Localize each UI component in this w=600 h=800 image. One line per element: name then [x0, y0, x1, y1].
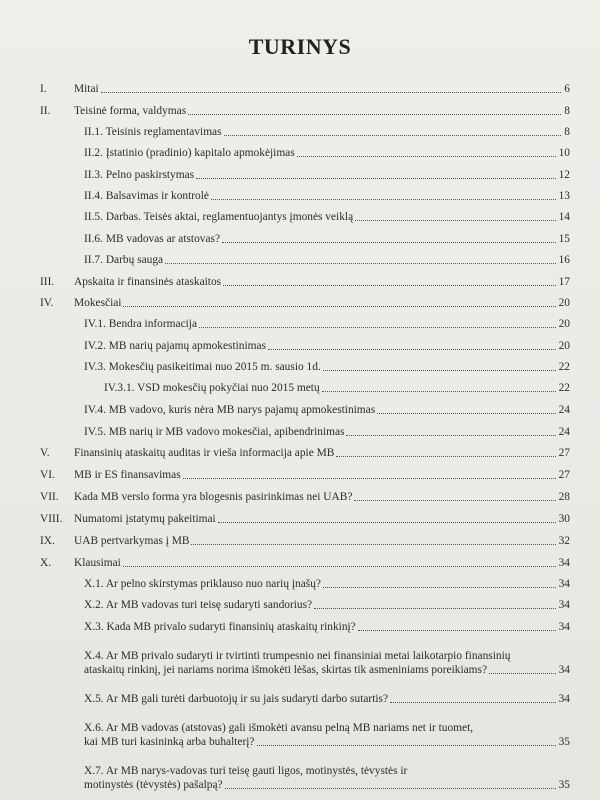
toc-entry-title: X.3. Kada MB privalo sudaryti finansinių ataskaitų rinkinį?: [84, 621, 356, 633]
toc-entry-number: II.: [40, 105, 51, 117]
toc-entry-page: 35: [558, 736, 570, 748]
toc-entry-title: II.3. Pelno paskirstymas: [84, 169, 195, 181]
toc-entry: [40, 339, 570, 353]
dot-leader: [223, 285, 556, 286]
toc-entry-title: II.4. Balsavimas ir kontrolė: [84, 190, 209, 202]
toc-entry-number: IX.: [40, 535, 55, 547]
toc-entry: [40, 168, 570, 182]
dot-leader: [199, 327, 556, 328]
toc-entry-page: 13: [558, 190, 570, 202]
toc-entry-page: 12: [558, 169, 570, 181]
toc-entry: [40, 649, 570, 677]
toc-entry: [40, 534, 570, 548]
toc-entry-title: Kada MB verslo forma yra blogesnis pasirinkimas nei UAB?: [74, 491, 353, 503]
toc-entry-title: X.5. Ar MB gali turėti darbuotojų ir su jais sudaryti darbo sutartis?: [84, 693, 389, 705]
dot-leader: [101, 92, 562, 93]
toc-entry-title: II.1. Teisinis reglamentavimas: [84, 126, 222, 138]
dot-leader: [188, 114, 561, 115]
toc-entry-page: 22: [558, 361, 570, 373]
toc-entry-page: 8: [564, 126, 570, 138]
toc-entry-page: 20: [558, 318, 570, 330]
toc-entry: [40, 317, 570, 331]
toc-entry: [40, 577, 570, 591]
toc-entry-title: X.4. Ar MB privalo sudaryti ir tvirtinti trumpesnio nei finansiniai metai laikotarpio finansinių: [84, 650, 511, 662]
toc-entry-number: IV.: [40, 297, 54, 309]
toc-entry-page: 20: [558, 340, 570, 352]
dot-leader: [211, 199, 556, 200]
dot-leader: [218, 522, 556, 523]
toc-entry: [40, 125, 570, 139]
toc-entry-title-continued: kai MB turi kasininką arba buhalterį?: [84, 736, 255, 748]
toc-entry-number: V.: [40, 447, 50, 459]
dot-leader: [183, 478, 556, 479]
table-of-contents: [40, 75, 570, 795]
toc-entry-page: 34: [558, 693, 570, 705]
dot-leader: [346, 435, 555, 436]
toc-entry-page: 15: [558, 233, 570, 245]
toc-entry-page: 24: [558, 404, 570, 416]
toc-entry: [40, 692, 570, 706]
dot-leader: [314, 608, 556, 609]
toc-entry-page: 22: [558, 382, 570, 394]
dot-leader: [196, 178, 556, 179]
toc-entry-number: VIII.: [40, 513, 63, 525]
toc-entry-page: 28: [558, 491, 570, 503]
toc-entry: [40, 296, 570, 310]
toc-entry-title: X.6. Ar MB vadovas (atstovas) gali išmokėti avansu pelną MB nariams net ir tuomet,: [84, 722, 474, 734]
toc-entry-page: 34: [558, 599, 570, 611]
dot-leader: [297, 156, 556, 157]
toc-entry-title: IV.2. MB narių pajamų apmokestinimas: [84, 340, 267, 352]
toc-entry-title: Klausimai: [74, 557, 121, 569]
dot-leader: [224, 135, 562, 136]
dot-leader: [336, 456, 555, 457]
dot-leader: [191, 544, 555, 545]
toc-entry-page: 17: [558, 276, 570, 288]
dot-leader: [390, 702, 556, 703]
toc-entry-title: Mokesčiai: [74, 297, 122, 309]
toc-entry-title: IV.5. MB narių ir MB vadovo mokesčiai, apibendrinimas: [84, 426, 345, 438]
toc-entry-number: I.: [40, 83, 47, 95]
toc-entry: [40, 253, 570, 267]
toc-entry: [40, 721, 570, 749]
dot-leader: [225, 788, 556, 789]
dot-leader: [323, 587, 556, 588]
dot-leader: [489, 673, 556, 674]
toc-entry: [40, 764, 570, 792]
toc-entry-title: Apskaita ir finansinės ataskaitos: [74, 276, 222, 288]
toc-entry: [40, 104, 570, 118]
dot-leader: [323, 370, 556, 371]
toc-entry-title: MB ir ES finansavimas: [74, 469, 181, 481]
toc-entry-number: III.: [40, 276, 55, 288]
toc-entry-title: X.7. Ar MB narys-vadovas turi teisę gauti ligos, motinystės, tėvystės ir: [84, 765, 408, 777]
dot-leader: [165, 263, 556, 264]
toc-entry-page: 34: [558, 557, 570, 569]
dot-leader: [355, 220, 555, 221]
toc-entry-page: 27: [558, 447, 570, 459]
toc-entry-page: 6: [564, 83, 570, 95]
toc-entry-title: Numatomi įstatymų pakeitimai: [74, 513, 216, 525]
toc-entry-page: 34: [558, 664, 570, 676]
dot-leader: [123, 566, 556, 567]
dot-leader: [354, 500, 555, 501]
toc-entry-page: 35: [558, 779, 570, 791]
dot-leader: [257, 745, 556, 746]
toc-entry: [40, 210, 570, 224]
toc-entry-title: UAB pertvarkymas į MB: [74, 535, 190, 547]
toc-entry: [40, 512, 570, 526]
toc-entry: [40, 82, 570, 96]
toc-entry-number: X.: [40, 557, 52, 569]
toc-entry: [40, 146, 570, 160]
toc-entry-page: 16: [558, 254, 570, 266]
toc-entry-title: IV.3.1. VSD mokesčių pokyčiai nuo 2015 metų: [104, 382, 320, 394]
toc-entry: [40, 381, 570, 395]
toc-entry: [40, 425, 570, 439]
toc-entry: [40, 403, 570, 417]
toc-entry: [40, 189, 570, 203]
dot-leader: [358, 630, 556, 631]
toc-entry-title: Mitai: [74, 83, 99, 95]
toc-entry-title: Teisinė forma, valdymas: [74, 105, 187, 117]
toc-entry-page: 10: [558, 147, 570, 159]
toc-entry: [40, 232, 570, 246]
toc-entry-title: Finansinių ataskaitų auditas ir vieša informacija apie MB: [74, 447, 335, 459]
toc-entry-title: II.6. MB vadovas ar atstovas?: [84, 233, 221, 245]
dot-leader: [222, 242, 556, 243]
toc-entry: [40, 598, 570, 612]
toc-entry-title-continued: ataskaitų rinkinį, jei nariams norima išmokėti lėšas, skirtas tik asmeniniams poreikiams?: [84, 664, 488, 676]
toc-entry-title: II.5. Darbas. Teisės aktai, reglamentuojantys įmonės veiklą: [84, 211, 354, 223]
toc-entry: [40, 556, 570, 570]
toc-entry-page: 14: [558, 211, 570, 223]
toc-entry-page: 34: [558, 578, 570, 590]
toc-entry-page: 30: [558, 513, 570, 525]
toc-entry-number: VI.: [40, 469, 55, 481]
dot-leader: [123, 306, 555, 307]
dot-leader: [377, 413, 555, 414]
toc-entry: [40, 620, 570, 634]
toc-entry-page: 32: [558, 535, 570, 547]
toc-entry: [40, 490, 570, 504]
toc-entry-title: X.2. Ar MB vadovas turi teisę sudaryti sandorius?: [84, 599, 313, 611]
toc-entry-title-continued: motinystės (tėvystės) pašalpą?: [84, 779, 223, 791]
toc-entry-title: II.2. Įstatinio (pradinio) kapitalo apmokėjimas: [84, 147, 295, 159]
page-title: TURINYS: [248, 34, 352, 59]
toc-entry-page: 8: [564, 105, 570, 117]
toc-entry-title: IV.1. Bendra informacija: [84, 318, 198, 330]
toc-entry: [40, 446, 570, 460]
toc-entry-title: IV.4. MB vadovo, kuris nėra MB narys pajamų apmokestinimas: [84, 404, 376, 416]
toc-entry-page: 24: [558, 426, 570, 438]
toc-entry: [40, 275, 570, 289]
toc-entry-title: IV.3. Mokesčių pasikeitimai nuo 2015 m. sausio 1d.: [84, 361, 321, 373]
toc-entry-number: VII.: [40, 491, 59, 503]
dot-leader: [322, 391, 556, 392]
toc-entry: [40, 468, 570, 482]
toc-entry-title: X.1. Ar pelno skirstymas priklauso nuo narių įnašų?: [84, 578, 321, 590]
toc-entry-page: 27: [558, 469, 570, 481]
toc-entry-page: 20: [558, 297, 570, 309]
dot-leader: [268, 349, 556, 350]
toc-entry: [40, 360, 570, 374]
toc-entry-title: II.7. Darbų sauga: [84, 254, 164, 266]
toc-entry-page: 34: [558, 621, 570, 633]
